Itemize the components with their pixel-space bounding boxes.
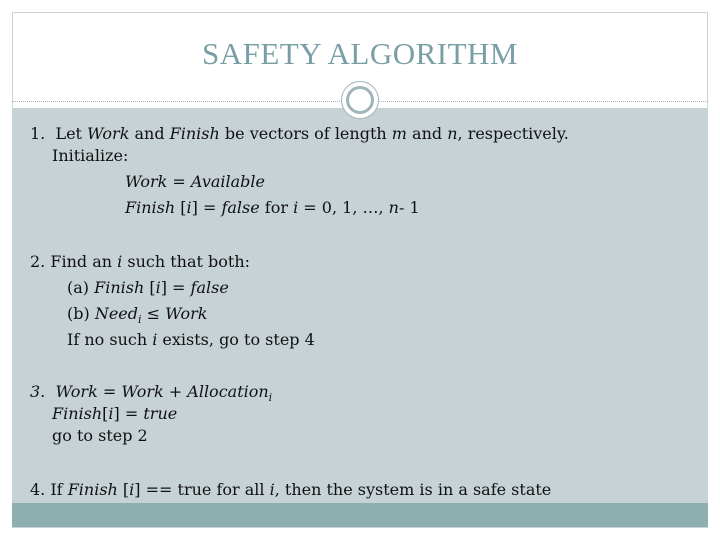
term-finish: Finish bbox=[67, 480, 118, 499]
text: for bbox=[259, 198, 294, 217]
text: be vectors of length bbox=[219, 124, 392, 143]
step3-finish bbox=[52, 404, 177, 424]
term-i: i bbox=[152, 330, 158, 349]
footer-bar bbox=[12, 503, 708, 527]
step2-intro bbox=[30, 252, 250, 272]
step1-number: 1. bbox=[30, 124, 46, 143]
step1-initialize: Initialize: bbox=[52, 146, 129, 165]
term-work: Work bbox=[87, 124, 130, 143]
term-i: i bbox=[269, 480, 275, 499]
text: and bbox=[406, 124, 448, 143]
text: , respectively. bbox=[457, 124, 569, 143]
term-false: false bbox=[221, 198, 260, 217]
term-true: true bbox=[143, 404, 178, 423]
text: (b) bbox=[67, 304, 95, 323]
text: 2. Find an bbox=[30, 252, 118, 271]
term-i: i bbox=[129, 480, 135, 499]
term-i: i bbox=[155, 278, 161, 297]
step4-line bbox=[30, 480, 551, 500]
term-work: Work bbox=[165, 304, 208, 323]
step2-condition-a bbox=[67, 278, 229, 298]
text: [ bbox=[117, 480, 130, 499]
work-update: Work = Work + Allocation bbox=[55, 382, 269, 401]
text: [ bbox=[175, 198, 187, 217]
term-i: i bbox=[117, 252, 123, 271]
text: Let bbox=[55, 124, 88, 143]
term-need: Need bbox=[94, 304, 138, 323]
text: [ bbox=[102, 404, 109, 423]
term-i: i bbox=[108, 404, 114, 423]
step1-finish-line bbox=[125, 198, 420, 218]
circle-ornament-ring bbox=[346, 86, 374, 114]
term-finish: Finish bbox=[94, 278, 145, 297]
term-i: i bbox=[186, 198, 192, 217]
text: , then the system is in a safe state bbox=[274, 480, 552, 499]
text: ≤ bbox=[141, 304, 166, 323]
term-n: n bbox=[447, 124, 458, 143]
step2-none-line bbox=[67, 330, 315, 350]
term-n: n bbox=[388, 198, 399, 217]
text: (a) bbox=[67, 278, 95, 297]
text: - 1 bbox=[398, 198, 420, 217]
term-m: m bbox=[391, 124, 407, 143]
work-equals-available: Work = Available bbox=[125, 172, 265, 191]
step3-number: 3. bbox=[30, 382, 46, 401]
subscript-i: i bbox=[268, 391, 273, 405]
text: such that both: bbox=[122, 252, 251, 271]
term-finish: Finish bbox=[52, 404, 103, 423]
term-finish: Finish bbox=[169, 124, 220, 143]
term-finish: Finish bbox=[125, 198, 176, 217]
text: ] = bbox=[113, 404, 144, 423]
step1-line1 bbox=[30, 124, 569, 144]
text: ] == true for all bbox=[134, 480, 270, 499]
text: ] = bbox=[160, 278, 191, 297]
text: and bbox=[129, 124, 170, 143]
circle-ornament-icon bbox=[341, 81, 379, 119]
text: exists, go to step 4 bbox=[157, 330, 315, 349]
text: [ bbox=[144, 278, 156, 297]
slide-title: SAFETY ALGORITHM bbox=[201, 36, 518, 71]
subscript-i: i bbox=[138, 313, 142, 327]
text: = 0, 1, …, bbox=[298, 198, 389, 217]
term-i: i bbox=[293, 198, 299, 217]
text: 4. If bbox=[30, 480, 68, 499]
step2-condition-b bbox=[67, 304, 207, 330]
term-false: false bbox=[190, 278, 229, 297]
text: ] = bbox=[191, 198, 222, 217]
text: If no such bbox=[67, 330, 153, 349]
step3-goto: go to step 2 bbox=[52, 426, 148, 445]
step1-work-line bbox=[125, 172, 265, 192]
